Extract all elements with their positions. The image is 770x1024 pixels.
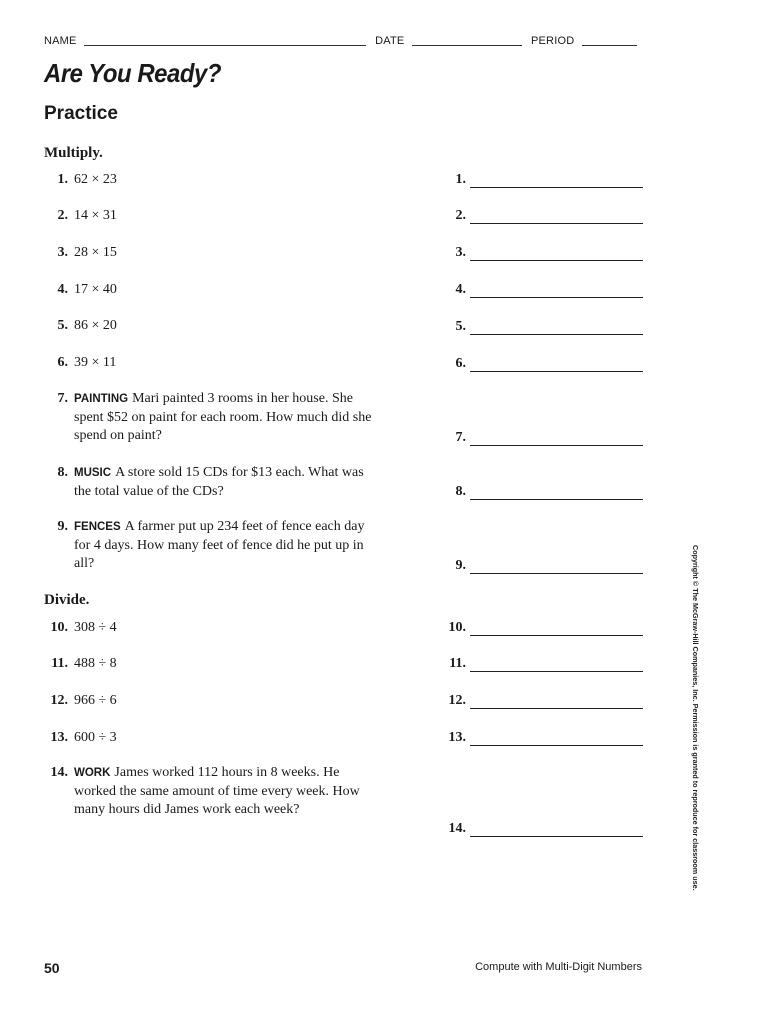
answer-1 [430,168,643,188]
answer-number: 4. [455,282,466,297]
answer-number: 14. [448,821,466,836]
problem-topic-tag: MUSIC [74,467,112,479]
section-heading-divide: Divide. [44,592,90,608]
section-heading-multiply: Multiply. [44,145,103,161]
answer-blank[interactable] [470,836,643,837]
problem-number: 14. [50,765,68,780]
problem-9 [44,518,384,574]
answer-12 [430,689,643,709]
answer-8 [430,480,643,500]
answer-3 [430,241,643,261]
problem-body [74,692,384,711]
problem-text: James worked 112 hours in 8 weeks. He worked the same amount of time every week. How many hours did James work each week? [74,765,360,817]
name-label: NAME [44,35,77,47]
answer-blank[interactable] [470,371,643,372]
answer-number: 6. [455,356,466,371]
answer-6 [430,352,643,372]
problem-7 [44,390,384,446]
answer-14 [430,817,643,837]
problem-body [74,464,384,501]
problem-text: A store sold 15 CDs for $13 each. What was the total value of the CDs? [74,465,364,499]
problem-5 [44,317,384,336]
period-field[interactable] [582,45,637,46]
problem-number: 13. [50,730,68,745]
problem-body [74,354,384,373]
answer-number: 3. [455,245,466,260]
problem-2 [44,207,384,226]
page-title: Are You Ready? [44,58,222,88]
problem-body [74,655,384,674]
problem-text: 600 ÷ 3 [74,730,117,745]
problem-6 [44,354,384,373]
problem-4 [44,281,384,300]
answer-number: 1. [455,172,466,187]
problem-number: 7. [57,391,68,406]
problem-text: 86 × 20 [74,318,117,333]
problem-topic-tag: PAINTING [74,393,129,405]
problem-number: 4. [57,282,68,297]
copyright-text: Copyright © The McGraw-Hill Companies, Inc. Permission is granted to reproduce for classroom use. [691,545,700,891]
answer-blank[interactable] [470,573,643,574]
answer-number: 5. [455,319,466,334]
problem-body [74,244,384,263]
answer-blank[interactable] [470,499,643,500]
answer-9 [430,554,643,574]
answer-7 [430,426,643,446]
copyright-notice [688,545,700,891]
problem-12 [44,692,384,711]
problem-8 [44,464,384,501]
problem-number: 11. [51,656,68,671]
problem-body [74,518,384,574]
answer-blank[interactable] [470,635,643,636]
answer-4 [430,278,643,298]
answer-10 [430,616,643,636]
problem-number: 6. [57,355,68,370]
problem-11 [44,655,384,674]
problem-number: 3. [57,245,68,260]
answer-number: 9. [455,558,466,573]
problem-14 [44,764,384,820]
problem-body [74,281,384,300]
problem-text: 39 × 11 [74,355,117,370]
problem-body [74,171,384,190]
page-number: 50 [44,960,60,976]
answer-blank[interactable] [470,187,643,188]
date-label: DATE [375,35,405,47]
problem-number: 12. [50,693,68,708]
problem-body [74,390,384,446]
answer-number: 13. [448,730,466,745]
name-field[interactable] [84,45,366,46]
problem-10 [44,619,384,638]
period-label: PERIOD [530,35,575,47]
problem-number: 1. [57,172,68,187]
problem-number: 9. [57,519,68,534]
answer-blank[interactable] [470,223,643,224]
problem-text: A farmer put up 234 feet of fence each day for 4 days. How many feet of fence did he put up in all? [74,519,365,571]
problem-text: Mari painted 3 rooms in her house. She spent $52 on paint for each room. How much did she spend on paint? [74,391,372,443]
chapter-title: Compute with Multi-Digit Numbers [475,961,642,973]
problem-number: 5. [57,318,68,333]
problem-number: 2. [57,208,68,223]
problem-body [74,207,384,226]
answer-number: 8. [455,484,466,499]
problem-number: 8. [57,465,68,480]
problem-text: 17 × 40 [74,282,117,297]
answer-blank[interactable] [470,297,643,298]
problem-1 [44,171,384,190]
problem-body [74,729,384,748]
answer-blank[interactable] [470,745,643,746]
problem-3 [44,244,384,263]
answer-blank[interactable] [470,260,643,261]
answer-2 [430,204,643,224]
answer-blank[interactable] [470,671,643,672]
problem-text: 308 ÷ 4 [74,620,117,635]
problem-body [74,317,384,336]
answer-blank[interactable] [470,445,643,446]
page-subtitle: Practice [44,103,118,124]
problem-topic-tag: FENCES [74,521,121,533]
answer-number: 2. [455,208,466,223]
answer-number: 12. [448,693,466,708]
answer-11 [430,652,643,672]
problem-text: 488 ÷ 8 [74,656,117,671]
problem-number: 10. [50,620,68,635]
problem-body [74,619,384,638]
header-line [44,35,644,47]
answer-number: 11. [449,656,466,671]
problem-13 [44,729,384,748]
answer-5 [430,315,643,335]
answer-blank[interactable] [470,708,643,709]
answer-blank[interactable] [470,334,643,335]
problem-text: 966 ÷ 6 [74,693,117,708]
problem-text: 28 × 15 [74,245,117,260]
date-field[interactable] [412,45,522,46]
answer-13 [430,726,643,746]
problem-topic-tag: WORK [74,767,111,779]
problem-text: 14 × 31 [74,208,117,223]
answer-number: 7. [455,430,466,445]
answer-number: 10. [448,620,466,635]
problem-text: 62 × 23 [74,172,117,187]
problem-body [74,764,384,820]
